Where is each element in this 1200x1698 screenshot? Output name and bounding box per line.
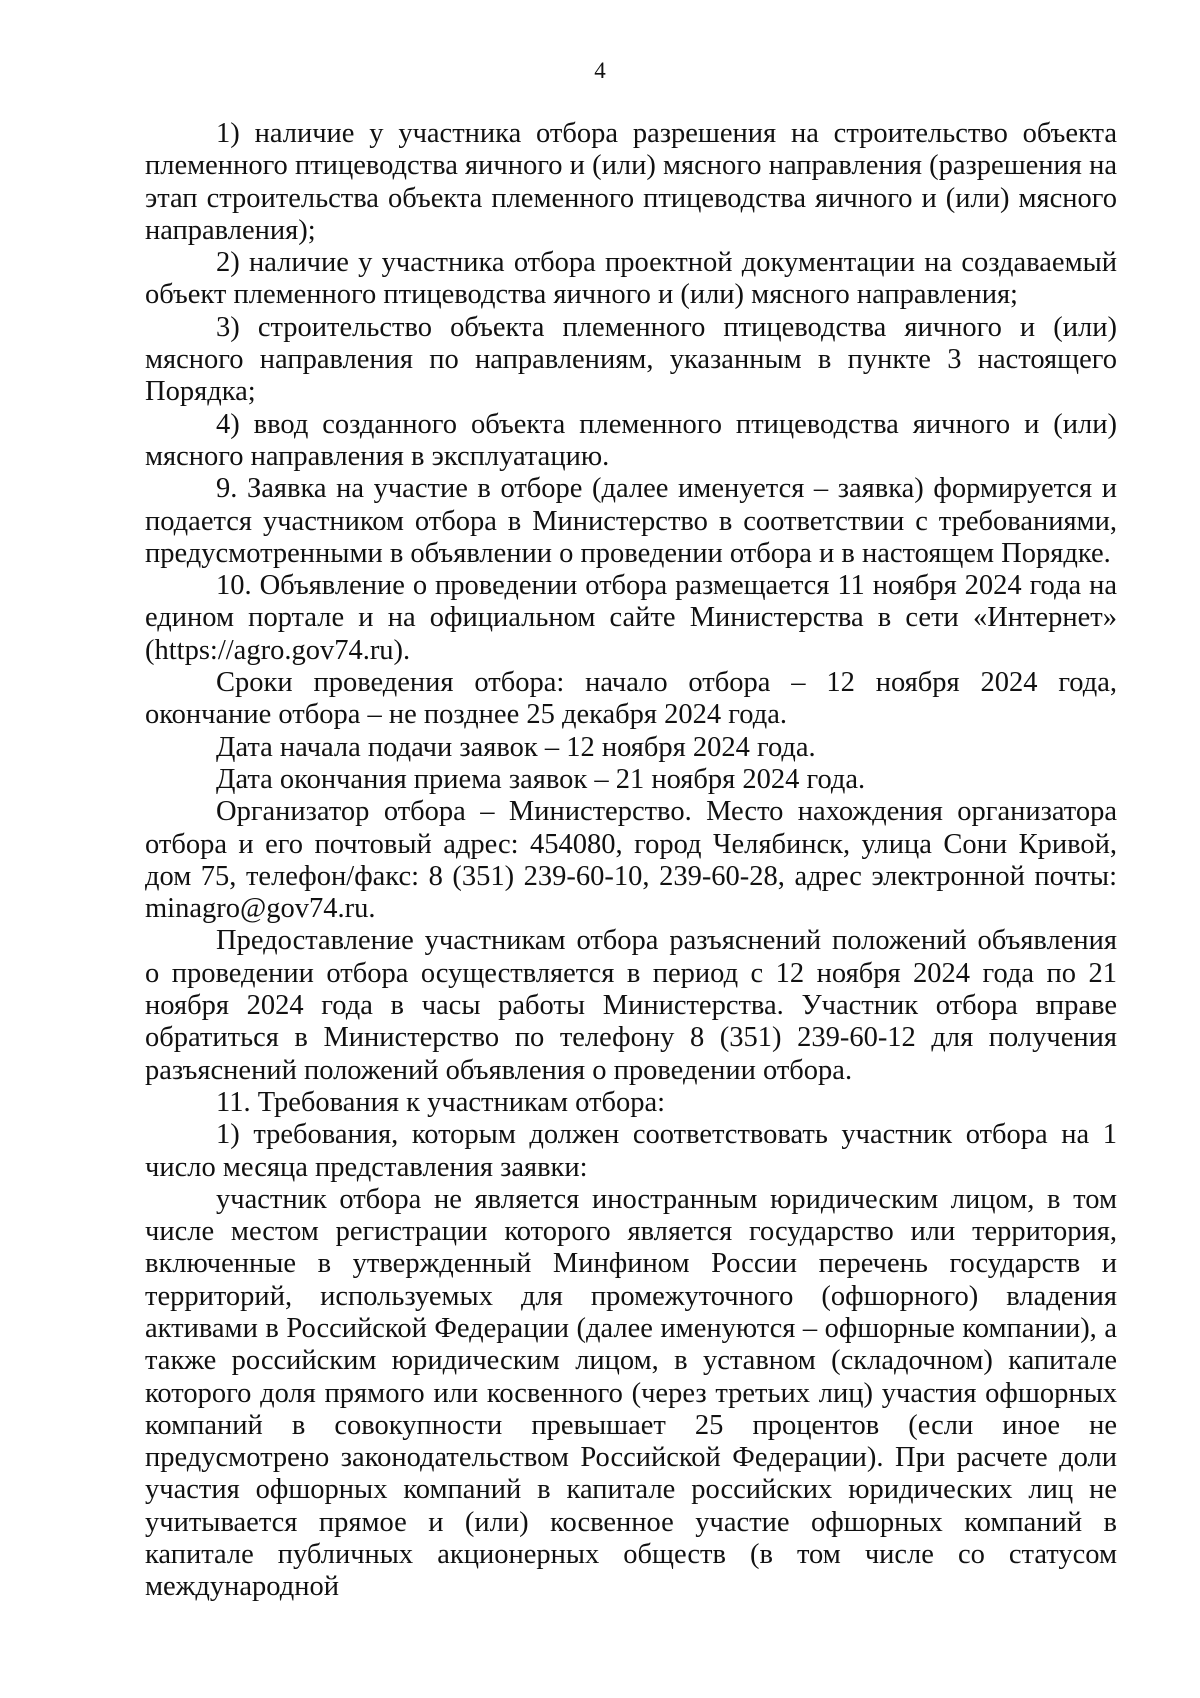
paragraph-offshore: участник отбора не является иностранным юридическим лицом, в том числе местом регистрации которого является государство или территория, включенные в утвержденный Минфином России перечень государств и территорий, используемых для промежуточного (офшорного) владения активами в Российской Федерации (далее именуются – офшорные компании), а также российским юридическим лицом, в уставном (складочном) капитале которого доля прямого или косвенного (через третьих лиц) участия офшорных компаний в совокупности превышает 25 процентов (если иное не предусмотрено законодательством Российской Федерации). При расчете доли участия офшорных компаний в капитале российских юридических лиц не учитывается прямое и (или) косвенное участие офшорных компаний в капитале публичных акционерных обществ (в том числе со статусом международной [145, 1183, 1117, 1603]
paragraph-section-9: 9. Заявка на участие в отборе (далее именуется – заявка) формируется и подается участником отбора в Министерство в соответствии с требованиями, предусмотренными в объявлении о проведении отбора и в настоящем Порядке. [145, 473, 1117, 569]
paragraph-requirements-1: 1) требования, которым должен соответствовать участник отбора на 1 число месяца представления заявки: [145, 1119, 1117, 1183]
paragraph-application-end: Дата окончания приема заявок – 21 ноября 2024 года. [216, 763, 866, 795]
paragraph-application-start: Дата начала подачи заявок – 12 ноября 2024 года. [216, 731, 816, 763]
paragraph-item-3: 3) строительство объекта племенного птицеводства яичного и (или) мясного направления по направлениям, указанным в пункте 3 настоящего Порядка; [145, 311, 1117, 408]
paragraph-item-4: 4) ввод созданного объекта племенного птицеводства яичного и (или) мясного направления в эксплуатацию. [145, 408, 1117, 472]
paragraph-organizer: Организатор отбора – Министерство. Место нахождения организатора отбора и его почтовый адрес: 454080, город Челябинск, улица Сони Кривой, дом 75, телефон/факс: 8 (351) 239-60-10, 239-60-28, адрес электронной почты: minagro@gov74.ru. [145, 796, 1117, 925]
paragraph-clarifications: Предоставление участникам отбора разъяснений положений объявления о проведении отбора осуществляется в период с 12 ноября 2024 года по 21 ноября 2024 года в часы работы Министерства. Участник отбора вправе обратиться в Министерство по телефону 8 (351) 239-60-12 для получения разъяснений положений объявления о проведении отбора. [145, 925, 1117, 1086]
paragraph-item-2: 2) наличие у участника отбора проектной документации на создаваемый объект племенного птицеводства яичного и (или) мясного направления; [145, 247, 1117, 311]
paragraph-section-10: 10. Объявление о проведении отбора размещается 11 ноября 2024 года на едином портале и на официальном сайте Министерства в сети «Интернет» (https://agro.gov74.ru). [145, 570, 1117, 666]
paragraph-item-1: 1) наличие у участника отбора разрешения на строительство объекта племенного птицеводства яичного и (или) мясного направления (разрешения на этап строительства объекта племенного птицеводства яичного и (или) мясного направления); [145, 118, 1117, 246]
paragraph-section-11: 11. Требования к участникам отбора: [216, 1086, 666, 1118]
page-number: 4 [594, 58, 606, 83]
paragraph-selection-period: Сроки проведения отбора: начало отбора – 12 ноября 2024 года, окончание отбора – не позднее 25 декабря 2024 года. [145, 667, 1117, 731]
document-body [145, 118, 1117, 1604]
